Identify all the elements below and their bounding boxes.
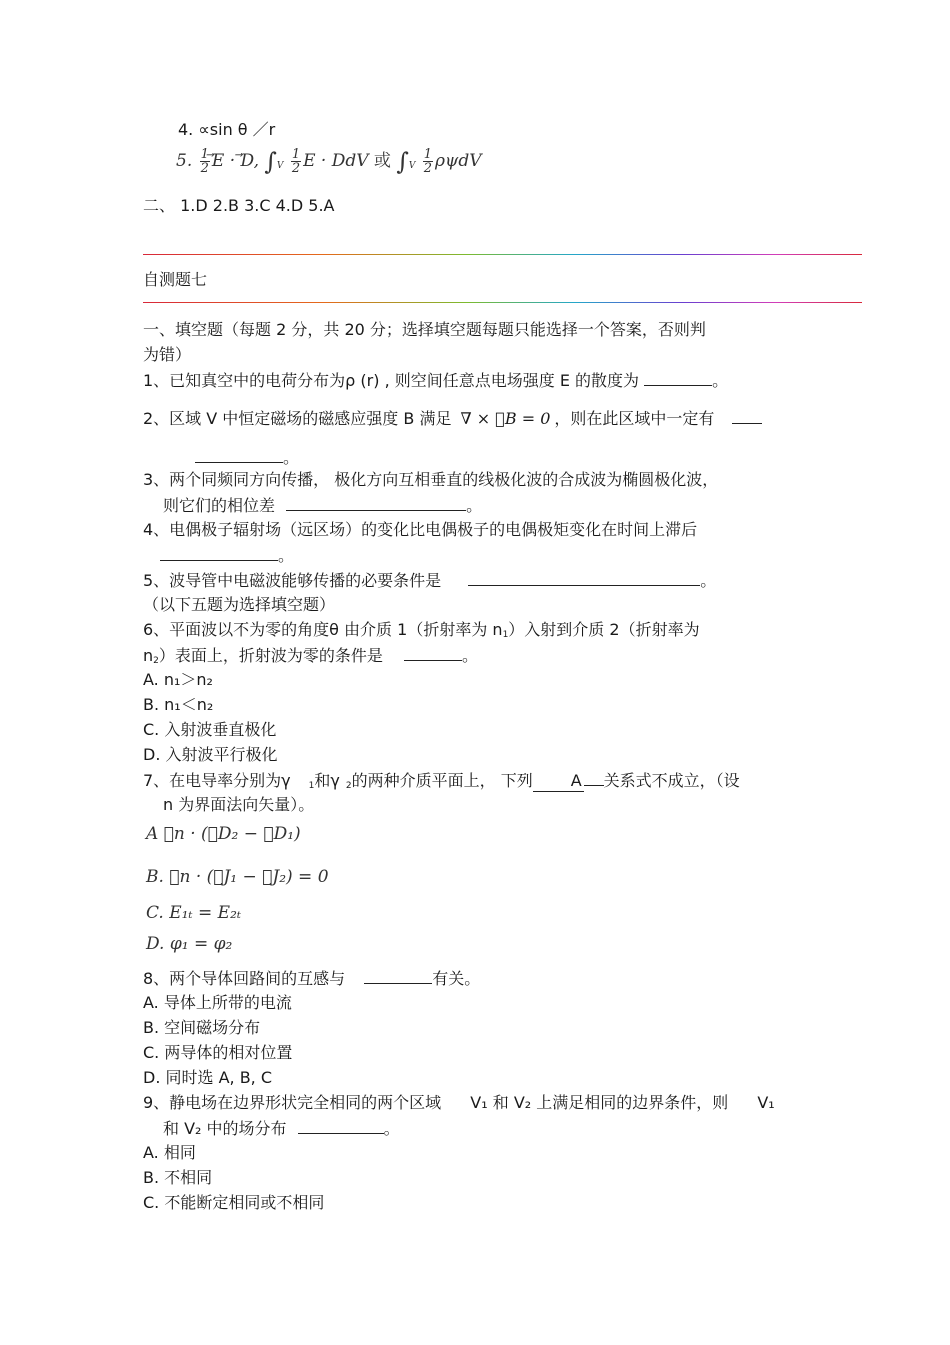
q6-option-b[interactable]: B. n₁＜n₂ [143, 695, 214, 714]
answer-blank[interactable] [468, 570, 700, 586]
answer-blank[interactable] [364, 968, 432, 984]
question-text: n [143, 646, 154, 665]
question-text: ）表面上，折射波为零的条件是 [158, 646, 383, 665]
question-7-continuation: n 为界面法向矢量）。 [163, 795, 315, 814]
question-2-continuation [195, 447, 299, 468]
question-text: 7、在电导率分别为γ [143, 771, 291, 790]
question-text: ）入射到介质 2（折射率为 [508, 620, 700, 639]
answer-line-4: 4. ∝sin θ ／r [178, 120, 276, 139]
subscript: 1 [502, 630, 509, 640]
divider-top [143, 254, 862, 255]
question-text: 则它们的相位差 [163, 496, 276, 515]
question-text: 8、两个导体回路间的互感与 [143, 969, 346, 988]
question-text: 1、已知真空中的电荷分布为ρ (r) , 则空间任意点电场强度 E 的散度为 [143, 371, 640, 390]
question-3-continuation [163, 495, 482, 516]
question-6 [143, 620, 700, 645]
question-8 [143, 968, 480, 989]
intro-line-1: 一、填空题（每题 2 分，共 20 分；选择填空题每题只能选择一个答案，否则判 [143, 320, 706, 339]
answer-blank[interactable] [404, 645, 462, 661]
section-two-answers: 二、 1.D 2.B 3.C 4.D 5.A [143, 196, 335, 215]
subscript: 2 [153, 656, 159, 666]
period: 。 [278, 546, 295, 565]
question-text: 5、波导管中电磁波能够传播的必要条件是 [143, 571, 442, 590]
formula-rho-psi: ρψdV [435, 151, 482, 171]
item-number: 5. [176, 151, 193, 171]
subscript: 1 [308, 781, 315, 791]
q7-option-a[interactable]: A ⃗n · (⃗D₂ − ⃗D₁) [146, 824, 301, 844]
question-1 [143, 370, 728, 391]
choice-note: （以下五题为选择填空题） [143, 595, 336, 614]
period: 。 [283, 448, 300, 467]
question-4: 4、电偶极子辐射场（远区场）的变化比电偶极子的电偶极矩变化在时间上滞后 [143, 520, 698, 539]
integral-icon: ∫ [396, 147, 409, 176]
q6-option-c[interactable]: C. 入射波垂直极化 [143, 720, 277, 739]
question-9-continuation [163, 1118, 400, 1139]
question-9 [143, 1093, 775, 1113]
formula-e-dot-d: ⃗E · ⃗D, [211, 151, 259, 171]
q8-option-b[interactable]: B. 空间磁场分布 [143, 1018, 261, 1037]
period: 。 [712, 371, 729, 390]
integral-subscript: V [276, 161, 284, 171]
answer-line-5-formula [176, 146, 482, 176]
question-text: 9、静电场在边界形状完全相同的两个区域 [143, 1093, 442, 1112]
question-text: V₁ 和 V₂ 上满足相同的边界条件，则 [470, 1093, 729, 1112]
q6-option-a[interactable]: A. n₁＞n₂ [143, 670, 213, 689]
question-7 [143, 770, 740, 796]
section-title: 自测题七 [143, 270, 208, 289]
question-text: 6、平面波以不为零的角度θ 由介质 1（折射率为 n [143, 620, 503, 639]
period: 。 [466, 496, 483, 515]
fraction-half: $\frac{1}{2}$ [291, 147, 301, 176]
q7-option-b[interactable]: B. ⃗n · (⃗J₁ − ⃗J₂) = 0 [146, 867, 329, 887]
fraction-half: $\frac{1}{2}$ [200, 147, 209, 176]
integral-subscript: V [408, 161, 416, 171]
q7-option-d[interactable]: D. φ₁ = φ₂ [146, 934, 233, 954]
period: 。 [461, 646, 478, 665]
answer-blank[interactable] [644, 370, 712, 386]
answer-blank[interactable] [160, 545, 278, 561]
q7-option-c[interactable]: C. E₁ₜ = E₂ₜ [146, 903, 242, 923]
divider-bottom [143, 302, 862, 303]
answer-blank[interactable] [584, 770, 604, 786]
intro-line-2: 为错） [143, 345, 192, 364]
period: 。 [383, 1119, 400, 1138]
question-3: 3、两个同频同方向传播， 极化方向互相垂直的线极化波的合成波为椭圆极化波， [143, 470, 719, 489]
question-text: 关系式不成立，（设 [603, 771, 740, 790]
subscript: 2 [345, 781, 352, 791]
q8-option-a[interactable]: A. 导体上所带的电流 [143, 993, 292, 1012]
answer-blank[interactable] [732, 408, 762, 424]
question-text: 的两种介质平面上， 下列 [351, 771, 533, 790]
q6-option-d[interactable]: D. 入射波平行极化 [143, 745, 278, 764]
formula-edv: E · DdV [303, 151, 369, 171]
q9-option-c[interactable]: C. 不能断定相同或不相同 [143, 1193, 325, 1212]
question-text: 和 V₂ 中的场分布 [163, 1119, 287, 1138]
answer-blank[interactable] [298, 1118, 384, 1134]
question-5 [143, 570, 716, 591]
question-2 [143, 408, 762, 429]
q8-option-c[interactable]: C. 两导体的相对位置 [143, 1043, 293, 1062]
formula-curl-b: ∇ × ⃗B = 0 [460, 409, 551, 428]
filled-answer: A [533, 771, 584, 792]
or-text: 或 [373, 151, 391, 171]
q9-option-a[interactable]: A. 相同 [143, 1143, 196, 1162]
question-6-continuation [143, 645, 478, 671]
fraction-half: $\frac{1}{2}$ [423, 147, 433, 176]
question-text: ，则在此区域中一定有 [554, 409, 715, 428]
question-text: 2、区域 V 中恒定磁场的磁感应强度 B 满足 [143, 409, 452, 428]
question-text: 和γ [314, 771, 340, 790]
answer-blank[interactable] [195, 447, 283, 463]
question-text: 有关。 [432, 969, 481, 988]
q8-option-d[interactable]: D. 同时选 A, B, C [143, 1068, 273, 1087]
integral-icon: ∫ [264, 147, 277, 176]
q9-option-b[interactable]: B. 不相同 [143, 1168, 213, 1187]
question-text: V₁ [757, 1093, 775, 1112]
question-4-continuation [160, 545, 294, 566]
answer-blank[interactable] [286, 495, 466, 511]
period: 。 [700, 571, 717, 590]
